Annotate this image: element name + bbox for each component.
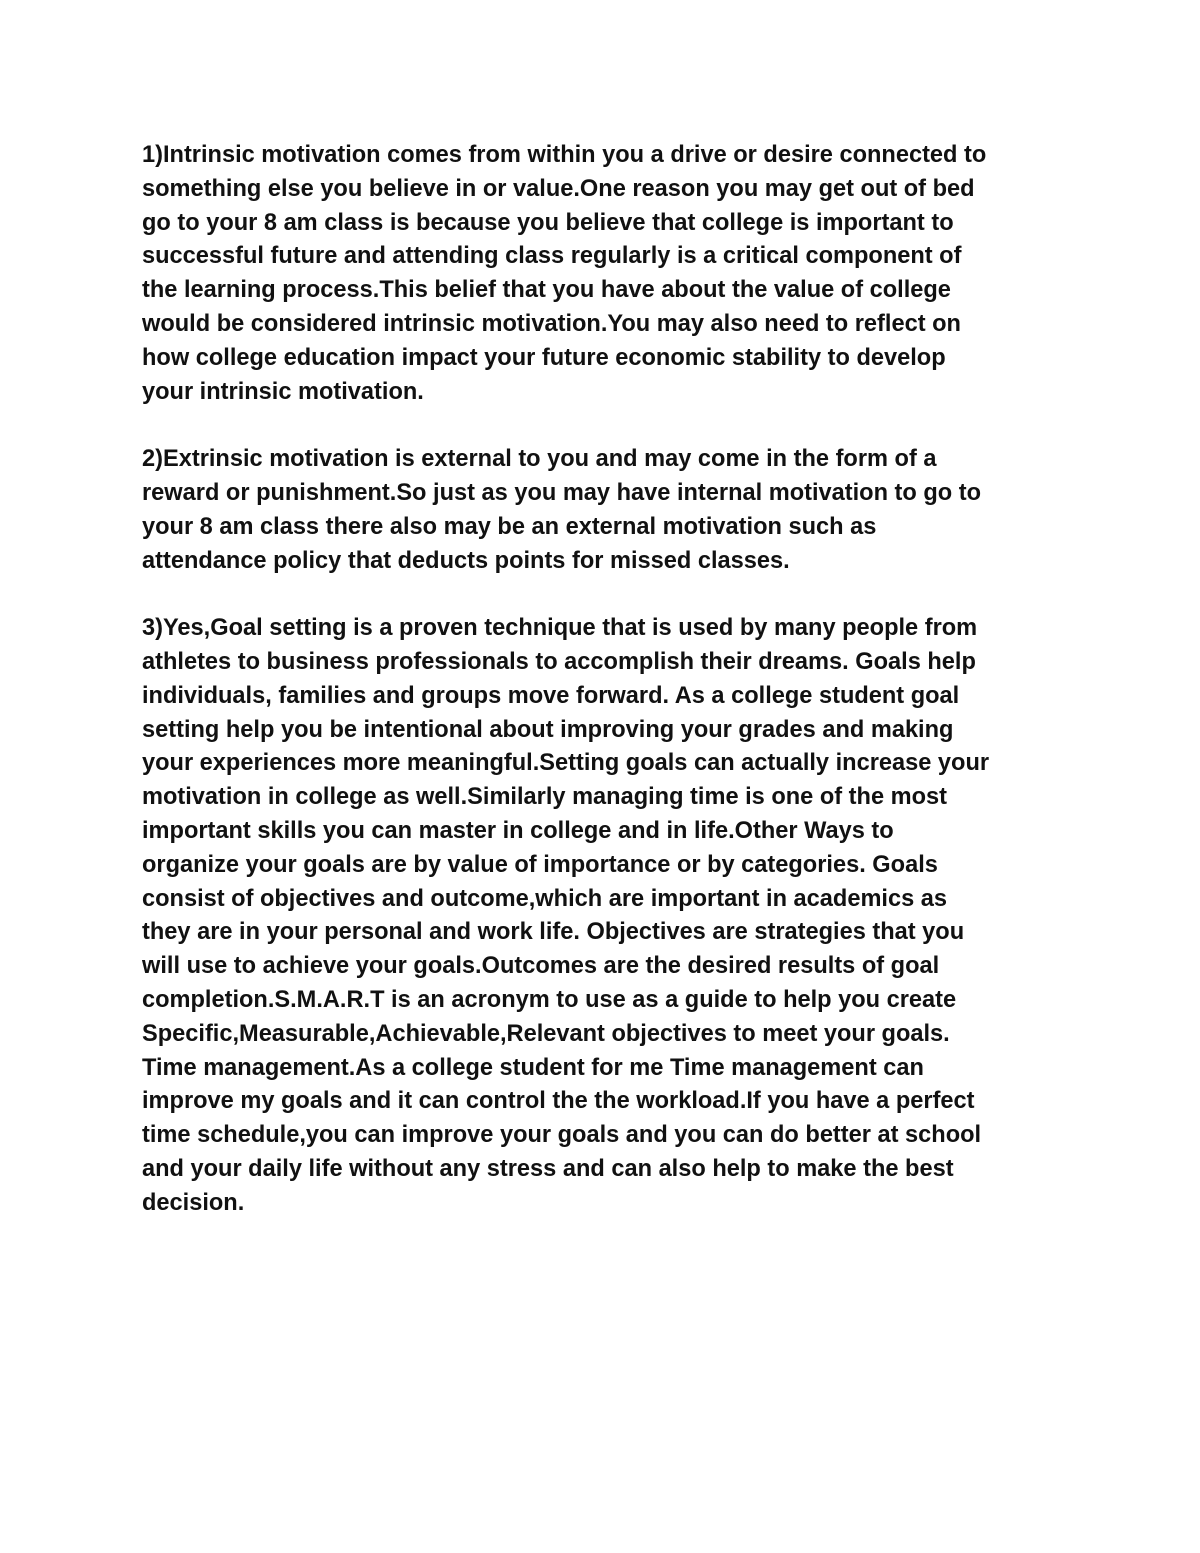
text-line: attendance policy that deducts points for missed classes. <box>142 547 790 574</box>
paragraph-goal-setting <box>142 612 1072 1220</box>
text-line: time schedule,you can improve your goals and you can do better at school <box>142 1122 982 1149</box>
paragraph-intrinsic-motivation <box>142 139 1072 409</box>
text-line: would be considered intrinsic motivation.You may also need to reflect on <box>142 310 961 337</box>
text-line: organize your goals are by value of importance or by categories. Goals <box>142 851 938 878</box>
text-line: will use to achieve your goals.Outcomes are the desired results of goal <box>142 953 940 980</box>
text-line: how college education impact your future economic stability to develop <box>142 344 946 371</box>
text-line: 2)Extrinsic motivation is external to you and may come in the form of a <box>142 446 937 473</box>
text-line: consist of objectives and outcome,which are important in academics as <box>142 885 948 912</box>
text-line: your experiences more meaningful.Setting goals can actually increase your <box>142 750 990 777</box>
text-line: successful future and attending class regularly is a critical component of <box>142 243 962 270</box>
text-line: Specific,Measurable,Achievable,Relevant objectives to meet your goals. <box>142 1020 950 1047</box>
text-line: 1)Intrinsic motivation comes from within you a drive or desire connected to <box>142 142 987 168</box>
text-line: decision. <box>142 1189 245 1216</box>
text-line: the learning process.This belief that you have about the value of college <box>142 277 951 304</box>
text-line: your intrinsic motivation. <box>142 378 424 405</box>
text-line: and your daily life without any stress and can also help to make the best <box>142 1155 954 1182</box>
text-line: reward or punishment.So just as you may have internal motivation to go to <box>142 479 982 506</box>
text-line: important skills you can master in college and in life.Other Ways to <box>142 817 894 844</box>
text-line: something else you believe in or value.One reason you may get out of bed <box>142 175 975 202</box>
text-line: setting help you be intentional about improving your grades and making <box>142 716 954 743</box>
text-line: completion.S.M.A.R.T is an acronym to use as a guide to help you create <box>142 986 957 1013</box>
paragraph-extrinsic-motivation <box>142 443 1072 578</box>
text-line: motivation in college as well.Similarly managing time is one of the most <box>142 784 947 811</box>
text-line: 3)Yes,Goal setting is a proven technique that is used by many people from <box>142 615 978 642</box>
text-line: they are in your personal and work life. Objectives are strategies that you <box>142 919 965 946</box>
text-line: your 8 am class there also may be an external motivation such as <box>142 513 877 540</box>
text-line: Time management.As a college student for me Time management can <box>142 1054 924 1081</box>
text-line: go to your 8 am class is because you believe that college is important to <box>142 209 954 236</box>
text-line: individuals, families and groups move forward. As a college student goal <box>142 682 960 709</box>
text-line: athletes to business professionals to accomplish their dreams. Goals help <box>142 648 976 675</box>
document-body <box>142 139 1072 1254</box>
text-line: improve my goals and it can control the the workload.If you have a perfect <box>142 1088 975 1115</box>
